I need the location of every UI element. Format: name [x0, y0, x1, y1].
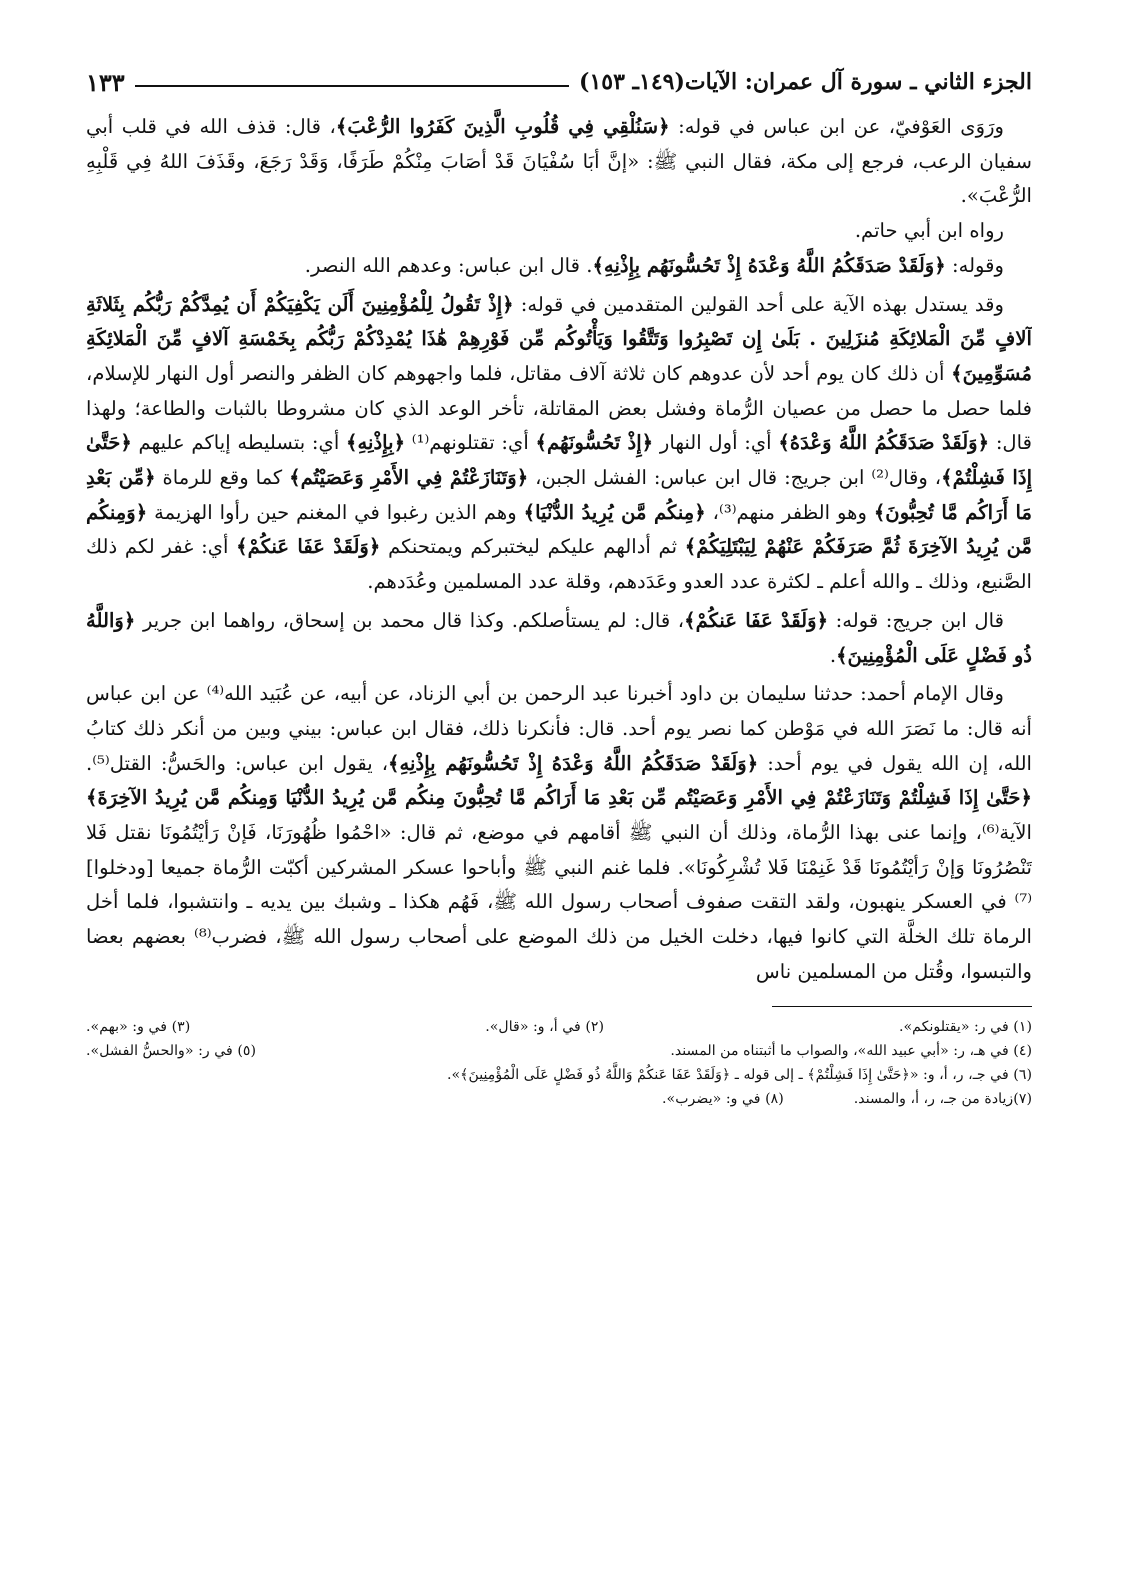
quran-verse: ﴿سَنُلْقِي فِي قُلُوبِ الَّذِينَ كَفَرُوا الرُّعْبَ﴾	[335, 115, 670, 138]
footnotes	[86, 1015, 1032, 1111]
footnote-row-2	[86, 1039, 1032, 1063]
paragraph-2	[86, 214, 1032, 249]
text-run: وقال الإمام أحمد: حدثنا سليمان بن داود أخبرنا عبد الرحمن بن أبي الزناد، عن أبيه، عن عُبَيد الله⁽⁴⁾ عن ابن عباس أنه قال: ما نَصَرَ الله في مَوْطن كما نصر يوم أحد. قال: فأنكرنا ذلك، فقال ابن عباس: بيني وبين من أنكر ذلك كتابُ الله، إن الله يقول في يوم أحد:	[86, 682, 1032, 775]
text-run: ، يقول ابن عباس: والحَسُّ: القتل⁽⁵⁾.	[86, 751, 389, 775]
quran-verse: ﴿وَتَنَازَعْتُمْ فِي الأَمْرِ وَعَصَيْتُم﴾	[289, 466, 529, 490]
text-run: ثم أدالهم عليكم ليختبركم ويمتحنكم	[380, 535, 685, 559]
quran-verse: ﴿مِّن بَعْدِ مَا أَرَاكُم مَّا تُحِبُّونَ﴾	[86, 466, 1032, 524]
paragraph-1	[86, 110, 1032, 214]
quran-verse: ﴿وَلَقَدْ صَدَقَكُمُ اللَّهُ وَعْدَهُ إِذْ تَحُسُّونَهُم بِإِذْنِهِ﴾	[388, 751, 759, 775]
quran-verse: ﴿إِذْ تَحُسُّونَهُم﴾	[535, 431, 654, 455]
footnote-row-1	[86, 1015, 1032, 1039]
running-header	[86, 62, 1032, 102]
body-text	[86, 110, 1032, 990]
text-run: الآية⁽⁶⁾، وإنما عنى بهذا الرُّماة، وذلك أن النبي ﷺ أقامهم في موضع، ثم قال: «احْمُوا ظُهُورَنَا، فَإنْ رَأيْتُمُونَا نقتل فَلا تَنْصُرُونَا وَإنْ رَأيْتُمُونَا قَدْ غَنِمْنَا فَلا تُشْرِكُونَا». فلما غنم النبي ﷺ وأباحوا عسكر المشركين أكبّت الرُّماة جميعا [ودخلوا]⁽⁷⁾ في العسكر ينهبون، ولقد التقت صفوف أصحاب رسول الله ﷺ، فَهُم هكذا ـ وشبك بين يديه ـ وانتشبوا، فلما أخل الرماة تلك الخلَّة التي كانوا فيها، دخلت الخيل من ذلك الموضع على أصحاب رسول الله ﷺ، فضرب⁽⁸⁾ بعضهم بعضا والتبسوا، وقُتل من المسلمين ناس	[86, 821, 1032, 983]
text-run: أي: بتسليطه إياكم عليهم	[131, 431, 346, 455]
footnote-5: (٥) في ر: «والحسُّ الفشل».	[86, 1042, 257, 1059]
text-run: وهم الذين رغبوا في المغنم حين رأوا الهزيمة	[147, 500, 524, 524]
footnote-7: (٧)زيادة من جـ، ر، أ، والمسند.	[853, 1090, 1032, 1107]
text-run: قال ابن جريج: قوله:	[828, 608, 1004, 632]
text-run: كما وقع للرماة	[155, 466, 290, 490]
text-run: وقوله:	[945, 253, 1004, 277]
quran-verse: ﴿وَلَقَدْ صَدَقَكُمُ اللَّهُ وَعْدَهُ﴾	[778, 431, 990, 455]
page-number: ١٣٣	[86, 67, 125, 97]
running-header-title: الجزء الثاني ـ سورة آل عمران: الآيات(١٤٩ـ ١٥٣)	[579, 69, 1032, 95]
text-run: أي: أول النهار	[653, 431, 779, 455]
quran-verse: ﴿إِذْ تَقُولُ لِلْمُؤْمِنِينَ أَلَن يَكْفِيَكُمْ أَن يُمِدَّكُمْ رَبُّكُم بِثَلاثَةِ آلافٍ مِّنَ الْمَلائِكَةِ مُنزَلِينَ . بَلَىٰ إِن تَصْبِرُوا وَتَتَّقُوا وَيَأْتُوكُم مِّن فَوْرِهِمْ هَٰذَا يُمْدِدْكُمْ رَبُّكُم بِخَمْسَةِ آلافٍ مِّنَ الْمَلائِكَةِ مُسَوِّمِينَ﴾	[86, 292, 1032, 385]
text-run: ، قال: قذف الله في قلب أبي سفيان الرعب، فرجع إلى مكة، فقال النبي ﷺ: «إنَّ أبَا سُفْيَانَ قَدْ أصَابَ مِنْكُمْ طَرَفًا، وَقَدْ رَجَعَ، وقَذَفَ اللهُ فِي قَلْبِهِ الرُّعْبَ».	[86, 115, 1032, 208]
text-run: أي: تقتلونهم⁽¹⁾	[405, 431, 536, 455]
paragraph-3	[86, 249, 1032, 284]
text-run: . قال ابن عباس: وعدهم الله النصر.	[304, 253, 593, 277]
footnote-2: (٢) في أ، و: «قال».	[485, 1018, 605, 1035]
text-run: ، قال: لم يستأصلكم. وكذا قال محمد بن إسحاق، رواهما ابن جرير	[135, 608, 685, 632]
text-run: أي: غفر لكم ذلك الصَّنيع، وذلك ـ والله أعلم ـ لكثرة عدد العدو وعَدَدهم، وقلة عدد المسلمين وعُدَدهم.	[86, 535, 1032, 594]
footnote-6: (٦) في جـ، ر، أ، و: «﴿حَتَّىٰ إِذَا فَشِلْتُمْ﴾ ـ إلى قوله ـ ﴿وَلَقَدْ عَفَا عَنكُمْ وَاللَّهُ ذُو فَضْلٍ عَلَى الْمُؤْمِنِينَ﴾».	[446, 1066, 1032, 1083]
quran-verse: ﴿حَتَّىٰ إِذَا فَشِلْتُمْ﴾	[86, 431, 1032, 490]
text-run: رواه ابن أبي حاتم.	[854, 219, 1004, 243]
quran-verse: ﴿وَمِنكُم مَّن يُرِيدُ الآخِرَةَ ثُمَّ صَرَفَكُمْ عَنْهُمْ لِيَبْتَلِيَكُمْ﴾	[86, 500, 1032, 559]
footnote-8: (٨) في و: «يضرب».	[662, 1090, 784, 1107]
text-run: ، وقال⁽²⁾ ابن جريج: قال ابن عباس: الفشل الجبن،	[528, 466, 942, 490]
text-run: وهو الظفر منهم⁽³⁾،	[705, 500, 874, 524]
footnote-row-4	[86, 1087, 1032, 1111]
text-run: وقد يستدل بهذه الآية على أحد القولين المتقدمين في قوله:	[513, 292, 1005, 316]
footnote-1: (١) في ر: «يقتلونكم».	[898, 1018, 1032, 1035]
footnote-rule	[772, 1006, 1032, 1007]
paragraph-4	[86, 288, 1032, 600]
quran-verse: ﴿مِنكُم مَّن يُرِيدُ الدُّنْيَا﴾	[523, 500, 706, 524]
quran-verse: ﴿حَتَّىٰ إِذَا فَشِلْتُمْ وَتَنَازَعْتُمْ فِي الأَمْرِ وَعَصَيْتُم مِّن بَعْدِ مَا أَرَاكُم مَّا تُحِبُّونَ مِنكُم مَّن يُرِيدُ الدُّنْيَا وَمِنكُم مَّن يُرِيدُ الآخِرَةَ﴾	[86, 786, 1032, 810]
quran-verse: ﴿بِإِذْنِهِ﴾	[346, 431, 406, 455]
paragraph-5	[86, 604, 1032, 673]
header-rule	[135, 85, 569, 87]
text-run: أن ذلك كان يوم أحد لأن عدوهم كان ثلاثة آلاف مقاتل، فلما واجهوهم كان الظفر والنصر أول النهار للإسلام، فلما حصل ما حصل من عصيان الرُّماة وفشل بعض المقاتلة، تأخر الوعد الذي كان مشروطا بالثبات والطاعة؛ ولهذا قال:	[86, 361, 1032, 455]
quran-verse: ﴿وَلَقَدْ عَفَا عَنكُمْ﴾	[236, 535, 381, 559]
quran-verse: ﴿وَلَقَدْ صَدَقَكُمُ اللَّهُ وَعْدَهُ إِذْ تَحُسُّونَهُم بِإِذْنِهِ﴾	[592, 253, 946, 277]
text-run: .	[829, 643, 837, 667]
footnote-3: (٣) في و: «بهم».	[86, 1018, 191, 1035]
document-page	[86, 62, 1032, 1542]
footnote-4: (٤) في هـ، ر: «أبي عبيد الله»، والصواب ما أثبتناه من المسند.	[670, 1042, 1032, 1059]
quran-verse: ﴿وَاللَّهُ ذُو فَضْلٍ عَلَى الْمُؤْمِنِينَ﴾	[86, 608, 1032, 667]
text-run: ورَوَى العَوْفيّ، عن ابن عباس في قوله:	[669, 115, 1004, 138]
quran-verse: ﴿وَلَقَدْ عَفَا عَنكُمْ﴾	[684, 608, 829, 632]
paragraph-6	[86, 677, 1032, 989]
